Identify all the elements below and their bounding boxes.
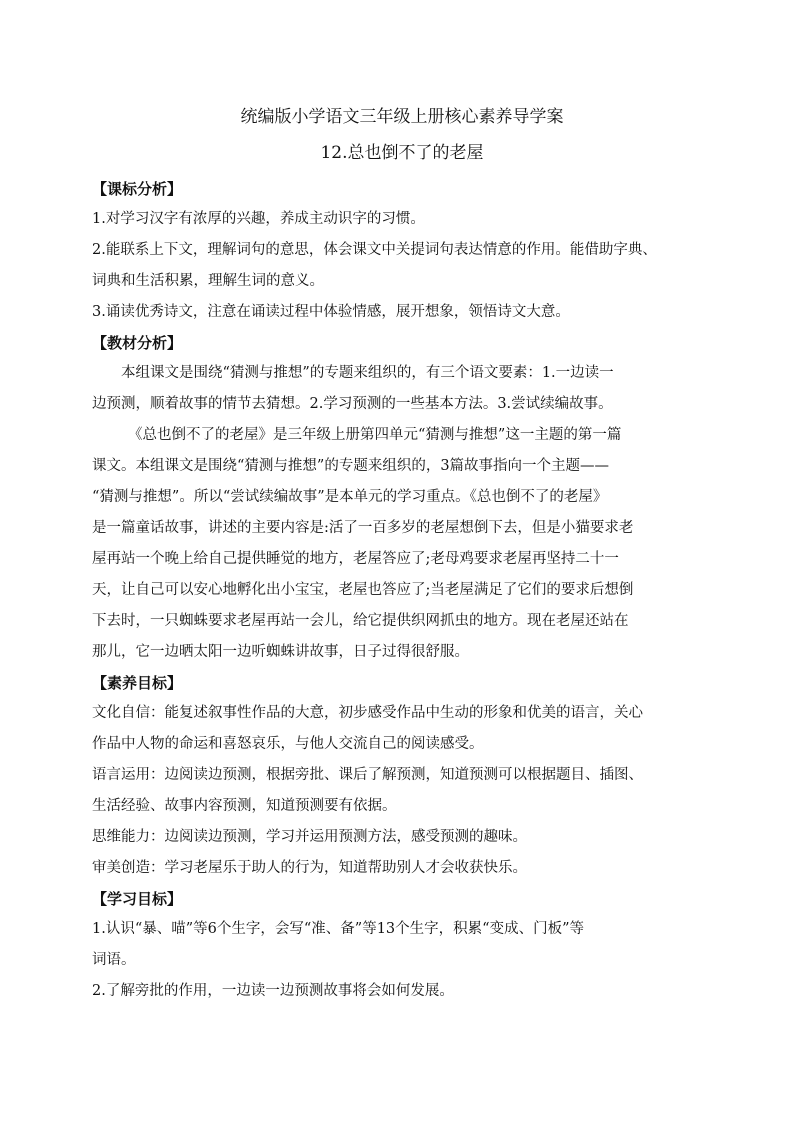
section-heading: 【素养目标】 (92, 674, 183, 692)
paragraph-line: 本组课文是围绕“猜测与推想”的专题来组织的，有三个语文要素：1.一边读一 (121, 365, 614, 381)
paragraph-line: 2.能联系上下文，理解词句的意思，体会课文中关提词句表达情意的作用。能借助字典、 (92, 242, 657, 258)
paragraph-line: 词典和生活积累，理解生词的意义。 (92, 273, 324, 289)
paragraph-line: 审美创造：学习老屋乐于助人的行为，知道帮助别人才会收获快乐。 (92, 860, 527, 876)
paragraph-line: 屋再站一个晚上给自己提供睡觉的地方，老屋答应了;老母鸡要求老屋再坚持二十一 (92, 551, 619, 567)
document-title: 统编版小学语文三年级上册核心素养导学案 (240, 107, 564, 127)
paragraph-line: 天，让自己可以安心地孵化出小宝宝，老屋也答应了;当老屋满足了它们的要求后想倒 (92, 582, 634, 598)
section-xuexi (92, 884, 712, 1007)
paragraph-line: 词语。 (92, 952, 136, 968)
paragraph-line: 作品中人物的命运和喜怒哀乐，与他人交流自己的阅读感受。 (92, 736, 484, 752)
paragraph-line: 3.诵读优秀诗文，注意在诵读过程中体验情感，展开想象，领悟诗文大意。 (92, 304, 570, 320)
paragraph-line: 课文。本组课文是围绕“猜测与推想”的专题来组织的，3篇故事指向一个主题—— (92, 458, 610, 474)
paragraph-line: 下去时，一只蜘蛛要求老屋再站一会儿，给它提供织网抓虫的地方。现在老屋还站在 (92, 613, 629, 629)
section-kebiao (92, 174, 712, 328)
section-suyang (92, 668, 712, 884)
section-heading: 【教材分析】 (92, 334, 183, 352)
section-jiaocai (92, 328, 712, 668)
paragraph-line: 1.对学习汉字有浓厚的兴趣，养成主动识字的习惯。 (92, 211, 425, 227)
paragraph-line: 《总也倒不了的老屋》是三年级上册第四单元“猜测与推想”这一主题的第一篇 (128, 427, 622, 443)
paragraph-line: 2.了解旁批的作用，一边读一边预测故事将会如何发展。 (92, 983, 454, 999)
lesson-title: 12.总也倒不了的老屋 (320, 143, 484, 163)
paragraph-line: 1.认识“暴、喵”等6个生字，会写“准、备”等13个生字，积累“变成、门板”等 (92, 921, 584, 937)
paragraph-line: 生活经验、故事内容预测，知道预测要有依据。 (92, 798, 397, 814)
paragraph-line: 文化自信：能复述叙事性作品的大意，初步感受作品中生动的形象和优美的语言，关心 (92, 705, 643, 721)
paragraph-line: 是一篇童话故事，讲述的主要内容是:活了一百多岁的老屋想倒下去，但是小猫要求老 (92, 520, 634, 536)
section-heading: 【学习目标】 (92, 890, 183, 908)
paragraph-line: 边预测，顺着故事的情节去猜想。2.学习预测的一些基本方法。3.尝试续编故事。 (92, 396, 613, 412)
document-page (92, 100, 712, 1007)
paragraph-line: 语言运用：边阅读边预测，根据旁批、课后了解预测，知道预测可以根据题目、插图、 (92, 767, 643, 783)
paragraph-line: “猜测与推想”。所以“尝试续编故事”是本单元的学习重点。《总也倒不了的老屋》 (92, 489, 608, 505)
section-heading: 【课标分析】 (92, 180, 183, 198)
paragraph-line: 思维能力：边阅读边预测，学习并运用预测方法，感受预测的趣味。 (92, 829, 527, 845)
paragraph-line: 那儿，它一边晒太阳一边听蜘蛛讲故事，日子过得很舒服。 (92, 644, 469, 660)
